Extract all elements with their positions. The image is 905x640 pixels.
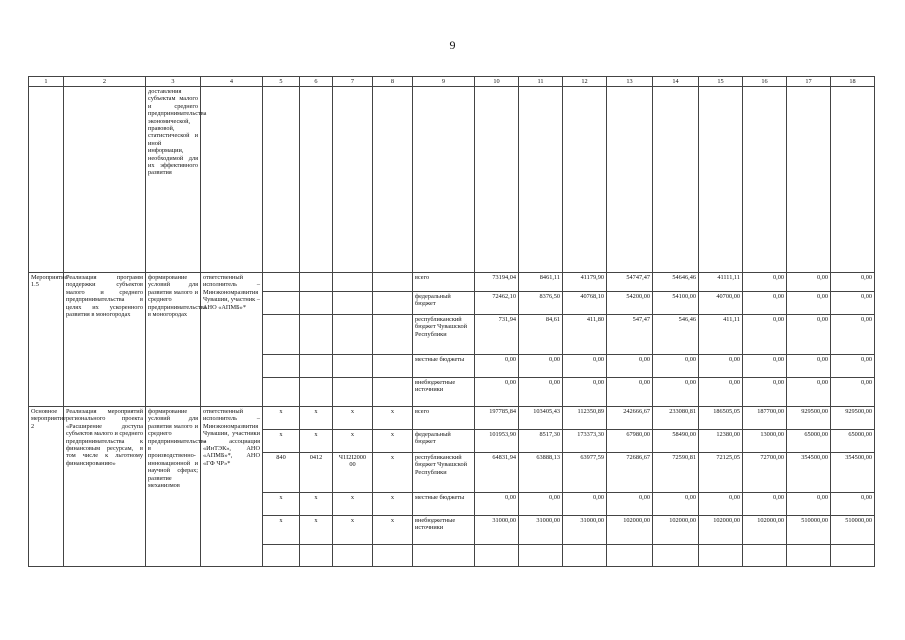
table-row: внебюджетные источники 0,00 0,00 0,00 0,00 0,00 0,00 0,00 0,00 0,00: [29, 378, 875, 407]
page-number: 9: [449, 38, 456, 52]
table-row: 840 0412 Ч1I2I2000 00 x республиканский бюджет Чувашской Республики 64831,94 63888,13 63977,59 72686,67 72590,81 72125,05 72700,00 354500,00 354500,00: [29, 453, 875, 493]
funding-source: федеральный бюджет: [413, 430, 475, 453]
event-result: формирование условий для развития малого и среднего предпринимательства в производственно-инновационной и научной сферах; развитие механизмов: [146, 407, 201, 567]
col-header: 10: [475, 77, 519, 87]
event-result: формирование условий для развития малого и среднего предпринимательства в моногородах: [146, 273, 201, 407]
col-header: 9: [413, 77, 475, 87]
col-header: 17: [787, 77, 831, 87]
event-executor: ответственный исполнитель – Минэкономразвития Чувашии, участники – ассоциация «ИнТЭК», АНО «АПМБ»*, АНО «ГФ ЧР»*: [201, 407, 263, 567]
event-id: Основное мероприятие 2: [29, 407, 64, 567]
col-header: 4: [201, 77, 263, 87]
col-header: 15: [699, 77, 743, 87]
col-header: 3: [146, 77, 201, 87]
col-header: 2: [64, 77, 146, 87]
funding-source: всего: [413, 273, 475, 292]
col-header: 8: [373, 77, 413, 87]
column-number-row: [29, 77, 875, 87]
table-row: федеральный бюджет 72462,10 8376,50 40768,10 54200,00 54100,00 40700,00 0,00 0,00 0,00: [29, 292, 875, 315]
event-title: Реализация мероприятий регионального проекта «Расширение доступа субъектов малого и среднего предпринимательства к финансовым ресурсам, в том числе к льготному финансированию»: [64, 407, 146, 567]
event-executor: ответственный исполнитель – Минэкономразвития Чувашии, участник – АНО «АПМБ»*: [201, 273, 263, 407]
table-row: Основное мероприятие 2 Реализация мероприятий регионального проекта «Расширение доступа субъектов малого и среднего предпринимательства к финансовым ресурсам, в том числе к льготному финансированию» формирование условий для развития малого и среднего предпринимательства в производственно-инновационной и научной сферах; развитие механизмов ответственный исполнитель – Минэкономразвития Чувашии, участники – ассоциация «ИнТЭК», АНО «АПМБ»*, АНО «ГФ ЧР»* x x x x всего 197785,84 103405,43 112350,89 242666,67 233080,81 186505,05 187700,00 929500,00 929500,00: [29, 407, 875, 430]
col-header: 13: [607, 77, 653, 87]
funding-source: местные бюджеты: [413, 355, 475, 378]
funding-source: федеральный бюджет: [413, 292, 475, 315]
funding-source: республиканский бюджет Чувашской Республики: [413, 315, 475, 355]
col-header: 14: [653, 77, 699, 87]
col-header: 5: [263, 77, 300, 87]
col-header: 7: [333, 77, 373, 87]
col-header: 1: [29, 77, 64, 87]
col-header: 11: [519, 77, 563, 87]
event-title: Реализация программ поддержки субъектов малого и среднего предпринимательства в целях их ускоренного развития в моногородах: [64, 273, 146, 407]
table-row: x x x x внебюджетные источники 31000,00 31000,00 31000,00 102000,00 102000,00 102000,00 102000,00 510000,00 510000,00: [29, 516, 875, 545]
budget-table: [28, 76, 875, 567]
funding-source: внебюджетные источники: [413, 378, 475, 407]
table-row: x x x x федеральный бюджет 101953,90 8517,30 173373,30 67980,00 58490,00 12380,00 13000,00 65000,00 65000,00: [29, 430, 875, 453]
funding-source: местные бюджеты: [413, 493, 475, 516]
table-row: x x x x местные бюджеты 0,00 0,00 0,00 0,00 0,00 0,00 0,00 0,00 0,00: [29, 493, 875, 516]
col-header: 6: [300, 77, 333, 87]
table-row: Мероприятие 1.5 Реализация программ поддержки субъектов малого и среднего предпринимательства в целях их ускоренного развития в моногородах формирование условий для развития малого и среднего предпринимательства в моногородах ответственный исполнитель – Минэкономразвития Чувашии, участник – АНО «АПМБ»* всего 73194,04 8461,11 41179,90 54747,47 54646,46 41111,11 0,00 0,00 0,00: [29, 273, 875, 292]
continuation-row: [29, 87, 875, 273]
funding-source: всего: [413, 407, 475, 430]
funding-source: республиканский бюджет Чувашской Республики: [413, 453, 475, 493]
table-row: местные бюджеты 0,00 0,00 0,00 0,00 0,00 0,00 0,00 0,00 0,00: [29, 355, 875, 378]
funding-source: внебюджетные источники: [413, 516, 475, 545]
table-row: республиканский бюджет Чувашской Республики 731,94 84,61 411,80 547,47 546,46 411,11 0,00 0,00 0,00: [29, 315, 875, 355]
continuation-result-text: доставления субъектам малого и среднего предпринимательства экономической, правовой, статистической и иной информации, необходимой для их эффективного развития: [146, 87, 201, 273]
event-id: Мероприятие 1.5: [29, 273, 64, 407]
col-header: 12: [563, 77, 607, 87]
col-header: 16: [743, 77, 787, 87]
col-header: 18: [831, 77, 875, 87]
